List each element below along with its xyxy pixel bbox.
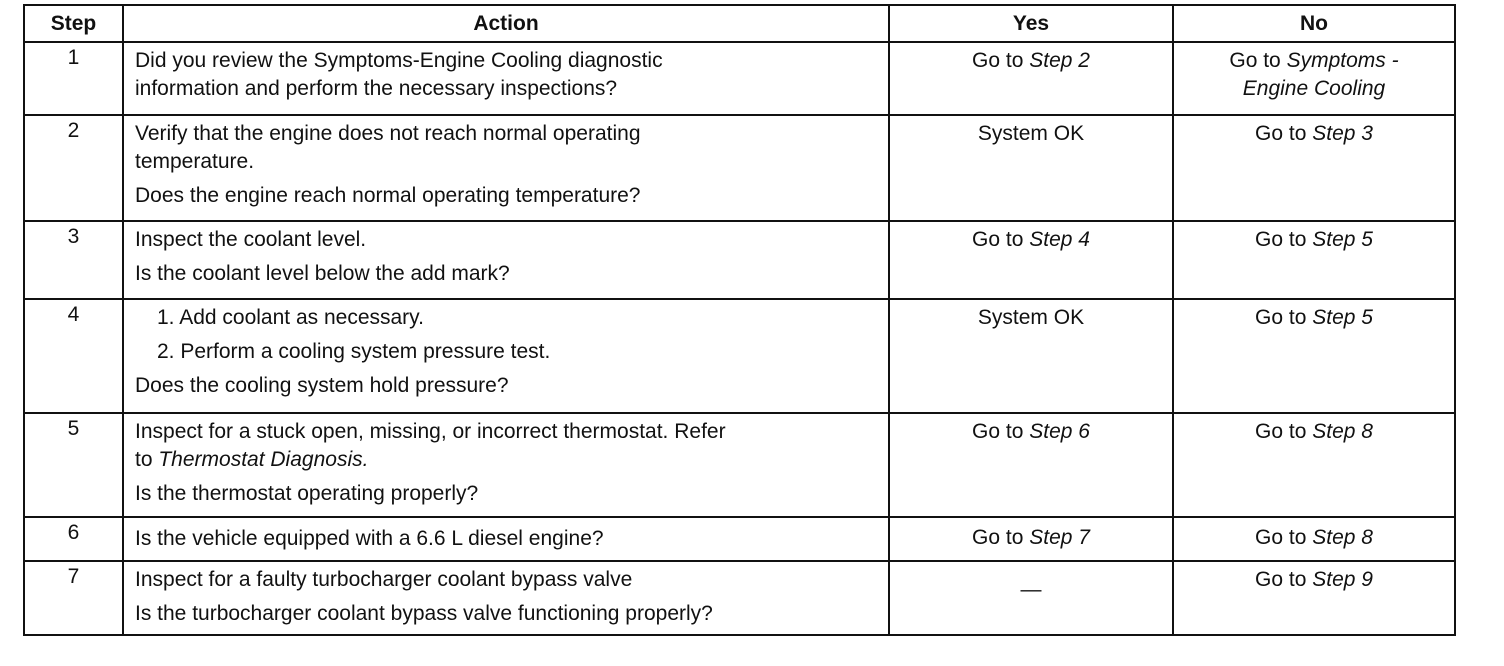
no-link-continued[interactable]: Engine Cooling — [1242, 77, 1386, 100]
yes-link[interactable]: Step 6 — [1029, 420, 1090, 443]
action-question: Is the thermostat operating properly? — [135, 482, 479, 505]
header-no: No — [1173, 5, 1455, 42]
action-text: to — [135, 448, 153, 471]
no-link[interactable]: Step 9 — [1312, 568, 1373, 591]
action-question: Is the vehicle equipped with a 6.6 L diesel engine? — [135, 527, 604, 550]
no-cell — [1173, 413, 1455, 517]
table-row — [24, 221, 1455, 299]
action-cell — [123, 517, 889, 561]
action-cell — [123, 413, 889, 517]
action-cell — [123, 561, 889, 635]
list-item: 1. Add coolant as necessary. — [157, 306, 424, 329]
action-question: Does the cooling system hold pressure? — [135, 374, 509, 397]
action-text: Inspect for a faulty turbocharger coolant bypass valve — [135, 568, 633, 591]
yes-cell — [889, 561, 1173, 635]
no-prefix: Go to — [1229, 49, 1281, 72]
table-row — [24, 413, 1455, 517]
table-row — [24, 299, 1455, 413]
action-text: Did you review the Symptoms-Engine Cooling diagnostic — [135, 49, 663, 72]
step-number: 6 — [24, 517, 123, 561]
step-number: 4 — [24, 299, 123, 413]
table-row — [24, 517, 1455, 561]
yes-cell — [889, 115, 1173, 221]
list-item: 2. Perform a cooling system pressure test. — [157, 340, 551, 363]
yes-prefix: Go to — [972, 228, 1024, 251]
no-cell — [1173, 115, 1455, 221]
no-cell — [1173, 299, 1455, 413]
action-cell — [123, 299, 889, 413]
diagnostic-table — [23, 4, 1456, 636]
header-yes: Yes — [889, 5, 1173, 42]
yes-cell — [889, 299, 1173, 413]
action-question: Is the turbocharger coolant bypass valve functioning properly? — [135, 602, 713, 625]
no-cell — [1173, 561, 1455, 635]
step-number: 1 — [24, 42, 123, 115]
no-prefix: Go to — [1255, 526, 1307, 549]
yes-text: System OK — [977, 306, 1085, 329]
action-question: Is the coolant level below the add mark? — [135, 262, 510, 285]
yes-cell — [889, 413, 1173, 517]
action-cell — [123, 115, 889, 221]
no-prefix: Go to — [1255, 420, 1307, 443]
no-link[interactable]: Step 8 — [1312, 420, 1373, 443]
action-text: temperature. — [135, 150, 255, 173]
header-action: Action — [123, 5, 889, 42]
no-link[interactable]: Step 3 — [1312, 122, 1373, 145]
table-row — [24, 42, 1455, 115]
no-prefix: Go to — [1255, 122, 1307, 145]
table-row — [24, 115, 1455, 221]
header-row — [24, 5, 1455, 42]
step-number: 3 — [24, 221, 123, 299]
yes-prefix: Go to — [972, 526, 1024, 549]
action-question: Does the engine reach normal operating temperature? — [135, 184, 641, 207]
yes-cell — [889, 517, 1173, 561]
yes-text: System OK — [977, 122, 1085, 145]
yes-link[interactable]: Step 7 — [1029, 526, 1090, 549]
no-link[interactable]: Symptoms - — [1286, 49, 1399, 72]
yes-link[interactable]: Step 4 — [1029, 228, 1090, 251]
step-number: 2 — [24, 115, 123, 221]
no-link[interactable]: Step 5 — [1312, 228, 1373, 251]
yes-dash: — — [1020, 578, 1042, 601]
yes-link[interactable]: Step 2 — [1029, 49, 1090, 72]
action-text: information and perform the necessary inspections? — [135, 77, 618, 100]
yes-cell — [889, 42, 1173, 115]
step-number: 7 — [24, 561, 123, 635]
action-text: Verify that the engine does not reach normal operating — [135, 122, 641, 145]
table-row — [24, 561, 1455, 635]
no-prefix: Go to — [1255, 568, 1307, 591]
yes-cell — [889, 221, 1173, 299]
no-link[interactable]: Step 5 — [1312, 306, 1373, 329]
no-link[interactable]: Step 8 — [1312, 526, 1373, 549]
yes-prefix: Go to — [972, 49, 1024, 72]
no-cell — [1173, 517, 1455, 561]
action-cell — [123, 42, 889, 115]
step-number: 5 — [24, 413, 123, 517]
action-text: Inspect the coolant level. — [135, 228, 367, 251]
no-prefix: Go to — [1255, 306, 1307, 329]
header-step: Step — [24, 5, 123, 42]
action-cell — [123, 221, 889, 299]
no-prefix: Go to — [1255, 228, 1307, 251]
thermostat-diagnosis-link[interactable]: Thermostat Diagnosis. — [158, 448, 369, 471]
no-cell — [1173, 221, 1455, 299]
action-text: Inspect for a stuck open, missing, or incorrect thermostat. Refer — [135, 420, 726, 443]
no-cell — [1173, 42, 1455, 115]
yes-prefix: Go to — [972, 420, 1024, 443]
